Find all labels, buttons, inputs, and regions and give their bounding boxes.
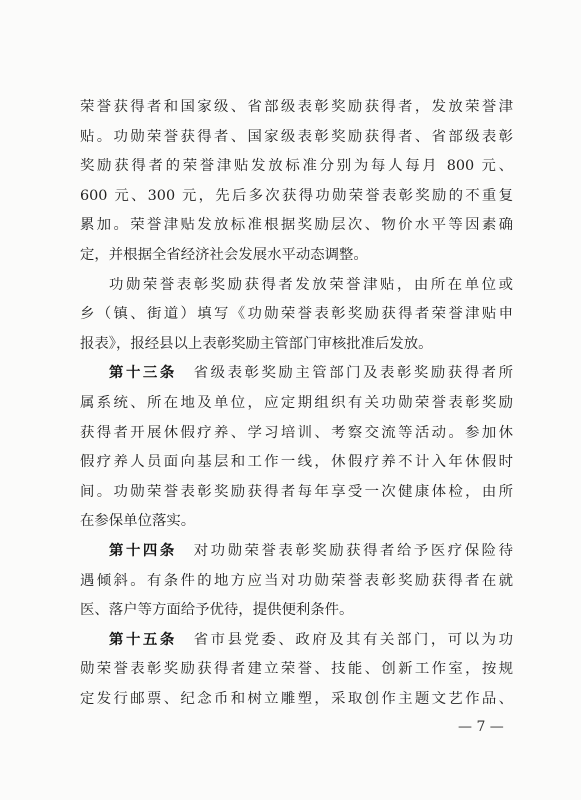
text-line: 假疗养人员面向基层和工作一线，休假疗养不计入年休假时 <box>80 454 513 471</box>
article-14-line <box>80 537 513 567</box>
article-15-label: 第十五条 <box>109 631 177 648</box>
article-13-line <box>80 359 513 389</box>
article-14-text: 对功勋荣誉表彰奖励获得者给予医疗保险待 <box>176 542 513 559</box>
page-number: — 7 — <box>458 719 504 735</box>
document-body <box>80 93 513 714</box>
text-line: 属系统、所在地及单位，应定期组织有关功勋荣誉表彰奖励 <box>80 394 513 411</box>
text-line: 在参保单位落实。 <box>80 513 196 530</box>
article-14-label: 第十四条 <box>109 542 177 559</box>
article-13-text: 省级表彰奖励主管部门及表彰奖励获得者所 <box>176 365 513 382</box>
text-line: 累加。荣誉津贴发放标准根据奖励层次、物价水平等因素确 <box>80 217 513 234</box>
text-line: 奖励获得者的荣誉津贴发放标准分别为每人每月 800 元、 <box>80 158 513 175</box>
text-line: 勋荣誉表彰奖励获得者建立荣誉、技能、创新工作室，按规 <box>80 661 513 678</box>
text-line: 贴。功勋荣誉获得者、国家级表彰奖励获得者、省部级表彰 <box>80 128 513 145</box>
text-line: 功勋荣誉表彰奖励获得者发放荣誉津贴，由所在单位或 <box>109 276 513 293</box>
text-line: 荣誉获得者和国家级、省部级表彰奖励获得者，发放荣誉津 <box>80 99 513 115</box>
text-line: 600 元、300 元，先后多次获得功勋荣誉表彰奖励的不重复 <box>80 187 513 204</box>
text-line: 遇倾斜。有条件的地方应当对功勋荣誉表彰奖励获得者在就 <box>80 572 513 589</box>
text-line: 间。功勋荣誉表彰奖励获得者每年享受一次健康体检，由所 <box>80 483 513 500</box>
text-line: 定发行邮票、纪念币和树立雕塑，采取创作主题文艺作品、 <box>80 690 513 707</box>
text-line: 定，并根据全省经济社会发展水平动态调整。 <box>80 246 368 263</box>
article-13-label: 第十三条 <box>109 365 177 382</box>
article-15-text: 省市县党委、政府及其有关部门，可以为功 <box>176 631 513 648</box>
text-line: 报表》，报经县以上表彰奖励主管部门审核批准后发放。 <box>80 335 433 352</box>
text-line: 医、落户等方面给予优待，提供便利条件。 <box>80 602 354 619</box>
text-line: 乡（镇、街道）填写《功勋荣誉表彰奖励获得者荣誉津贴申 <box>80 306 513 323</box>
article-15-line <box>80 626 513 656</box>
text-line: 获得者开展休假疗养、学习培训、考察交流等活动。参加休 <box>80 424 513 441</box>
